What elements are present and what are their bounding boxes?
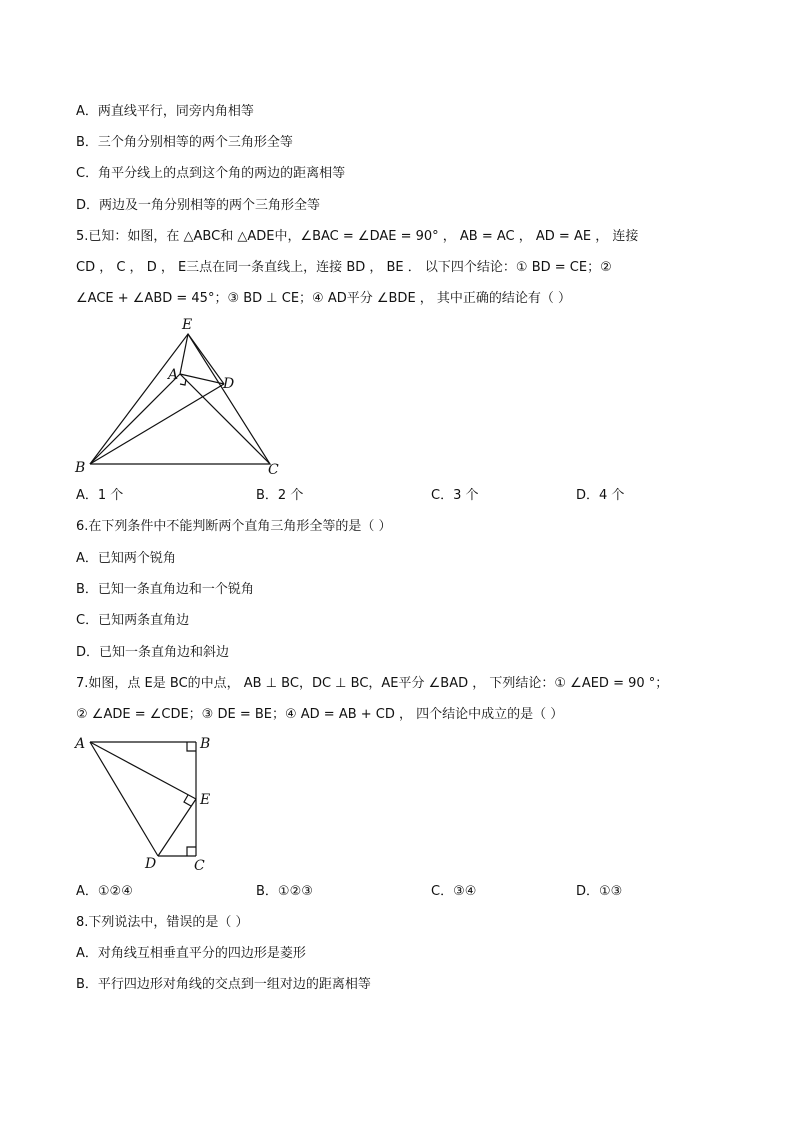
q5-label-a: A <box>168 367 179 383</box>
q7-option-d: D．①③ <box>576 884 623 899</box>
q7-right-angle-b <box>187 742 196 751</box>
q6-stem: 6.在下列条件中不能判断两个直角三角形全等的是（ ） <box>76 519 392 534</box>
q7-label-b: B <box>200 736 211 752</box>
q5-option-c: C．3 个 <box>431 488 479 503</box>
q5-figure <box>70 312 300 482</box>
q5-option-d: D．4 个 <box>576 488 625 503</box>
q7-option-c: C．③④ <box>431 884 477 899</box>
q7-label-a: A <box>75 736 86 752</box>
q5-option-b: B．2 个 <box>256 488 304 503</box>
q5-triangle-outline <box>90 334 270 464</box>
q6-option-d: D．已知一条直角边和斜边 <box>76 645 230 660</box>
q5-stem-line-1: 5.已知：如图，在 △ABC和 △ADE中，∠BAC = ∠DAE = 90° ， AB = AC ， AD = AE ， 连接 <box>76 229 639 244</box>
q7-stem-line-1: 7.如图，点 E是 BC的中点， AB ⊥ BC，DC ⊥ BC，AE平分 ∠BAD ， 下列结论：① ∠AED = 90 °； <box>76 676 669 691</box>
q7-stem-line-2: ② ∠ADE = ∠CDE；③ DE = BE；④ AD = AB + CD ， 四个结论中成立的是（ ） <box>76 707 564 722</box>
q7-label-d: D <box>145 856 157 872</box>
q7-label-c: C <box>194 858 205 874</box>
q5-label-c: C <box>268 462 279 478</box>
q7-options <box>76 882 696 902</box>
q5-label-e: E <box>182 317 193 333</box>
q8-stem: 8.下列说法中，错误的是（ ） <box>76 915 249 930</box>
q5-options <box>76 486 696 506</box>
q6-option-c: C．已知两条直角边 <box>76 613 190 628</box>
q5-stem-line-3: ∠ACE + ∠ABD = 45°；③ BD ⊥ CE；④ AD平分 ∠BDE ， 其中正确的结论有（ ） <box>76 291 572 306</box>
q6-option-a: A．已知两个锐角 <box>76 551 176 566</box>
q8-option-b: B．平行四边形对角线的交点到一组对边的距离相等 <box>76 977 371 992</box>
q8-option-a: A．对角线互相垂直平分的四边形是菱形 <box>76 946 306 961</box>
q7-figure <box>70 730 230 875</box>
q7-segment-ae <box>90 742 196 799</box>
q6-option-b: B．已知一条直角边和一个锐角 <box>76 582 254 597</box>
q5-segment-bd <box>90 384 224 464</box>
q7-right-angle-c <box>187 847 196 856</box>
q4-option-a: A．两直线平行，同旁内角相等 <box>76 104 254 119</box>
q7-label-e: E <box>200 792 211 808</box>
q5-label-b: B <box>75 460 86 476</box>
q4-option-b: B．三个角分别相等的两个三角形全等 <box>76 135 293 150</box>
q7-option-a: A．①②④ <box>76 884 133 899</box>
q4-option-d: D．两边及一角分别相等的两个三角形全等 <box>76 198 321 213</box>
q7-option-b: B．①②③ <box>256 884 313 899</box>
q5-stem-line-2: CD ， C ， D ， E三点在同一条直线上，连接 BD ， BE ． 以下四个结论：① BD = CE；② <box>76 260 612 275</box>
q7-right-angle-e <box>184 795 191 806</box>
q5-label-d: D <box>223 376 235 392</box>
q4-option-c: C．角平分线上的点到这个角的两边的距离相等 <box>76 166 346 181</box>
q5-option-a: A．1 个 <box>76 488 124 503</box>
q7-segment-ad <box>90 742 158 856</box>
